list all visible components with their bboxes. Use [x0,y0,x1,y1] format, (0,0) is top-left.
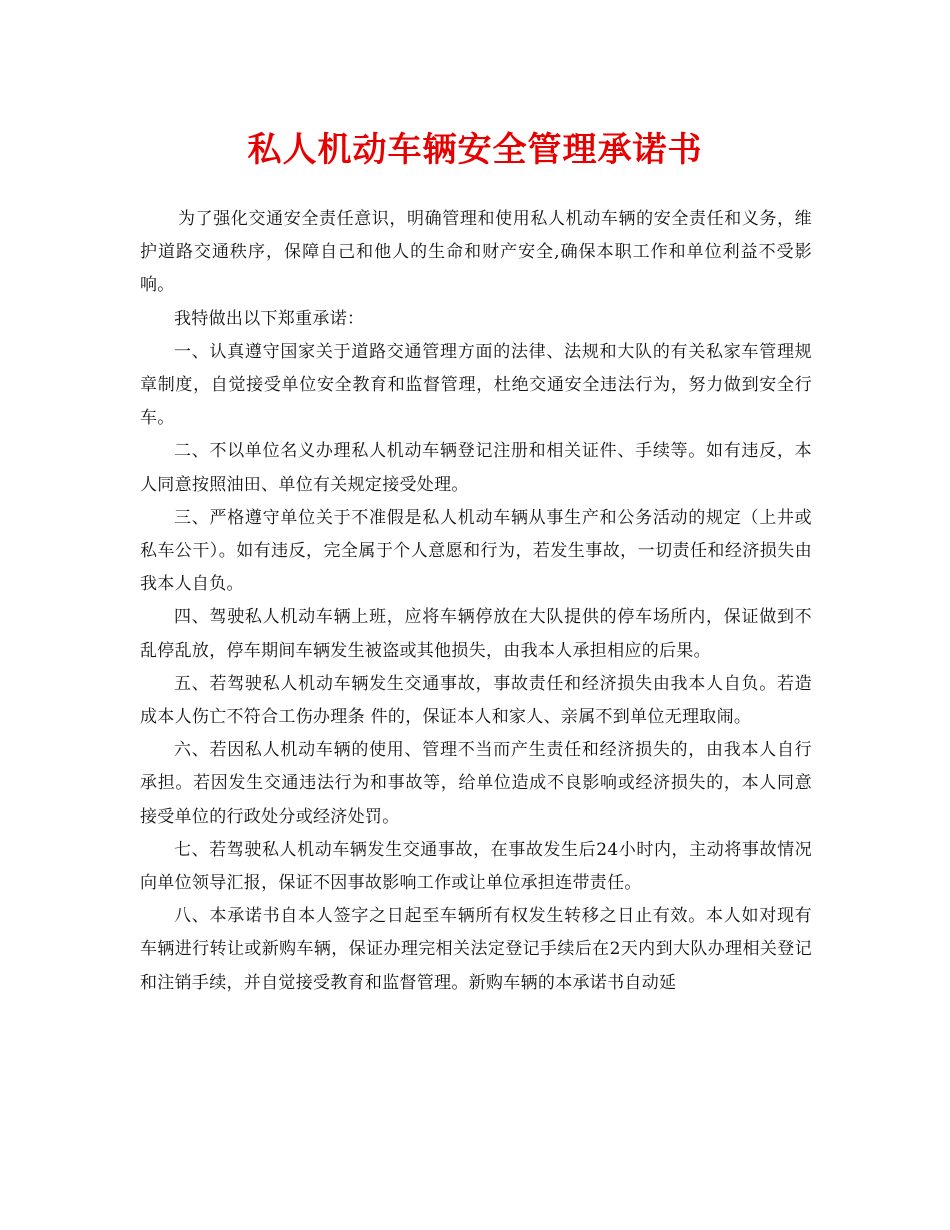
paragraph-pledge-lead: 我特做出以下郑重承诺： [174,308,365,329]
page-title: 私人机动车辆安全管理承诺书 [247,130,703,170]
paragraph-item-4: 四、驾驶私人机动车辆上班，应将车辆停放在大队提供的停车场所内，保证做到不乱停乱放，停车期间车辆发生被盗或其他损失，由我本人承担相应的后果。 [140,607,812,661]
paragraph-item-6: 六、若因私人机动车辆的使用、管理不当而产生责任和经济损失的，由我本人自行承担。若因发生交通违法行为和事故等，给单位造成不良影响或经济损失的，本人同意接受单位的行政处分或经济处罚。 [140,740,812,827]
paragraph-item-2: 二、不以单位名义办理私人机动车辆登记注册和相关证件、手续等。如有违反，本人同意按照油田、单位有关规定接受处理。 [140,441,812,495]
paragraph-item-5: 五、若驾驶私人机动车辆发生交通事故，事故责任和经济损失由我本人自负。若造成本人伤亡不符合工伤办理条 件的，保证本人和家人、亲属不到单位无理取闹。 [140,673,812,728]
paragraph-item-7: 七、若驾驶私人机动车辆发生交通事故，在事故发生后24小时内，主动将事故情况向单位领导汇报，保证不因事故影响工作或让单位承担连带责任。 [140,839,812,894]
paragraph-item-3: 三、严格遵守单位关于不准假是私人机动车辆从事生产和公务活动的规定（上井或私车公干）。如有违反，完全属于个人意愿和行为，若发生事故，一切责任和经济损失由我本人自负。 [140,507,812,595]
paragraph-intro: 为了强化交通安全责任意识，明确管理和使用私人机动车辆的安全责任和义务，维护道路交通秩序，保障自己和他人的生命和财产安全,确保本职工作和单位利益不受影响。 [140,209,812,296]
document-body [140,203,812,1000]
paragraph-item-1: 一、认真遵守国家关于道路交通管理方面的法律、法规和大队的有关私家车管理规章制度，自觉接受单位安全教育和监督管理，杜绝交通安全违法行为，努力做到安全行车。 [140,341,812,429]
paragraph-item-8: 八、本承诺书自本人签字之日起至车辆所有权发生转移之日止有效。本人如对现有车辆进行转让或新购车辆，保证办理完相关法定登记手续后在2天内到大队办理相关登记和注销手续，并自觉接受教育和监督管理。新购车辆的本承诺书自动延 [140,906,812,993]
